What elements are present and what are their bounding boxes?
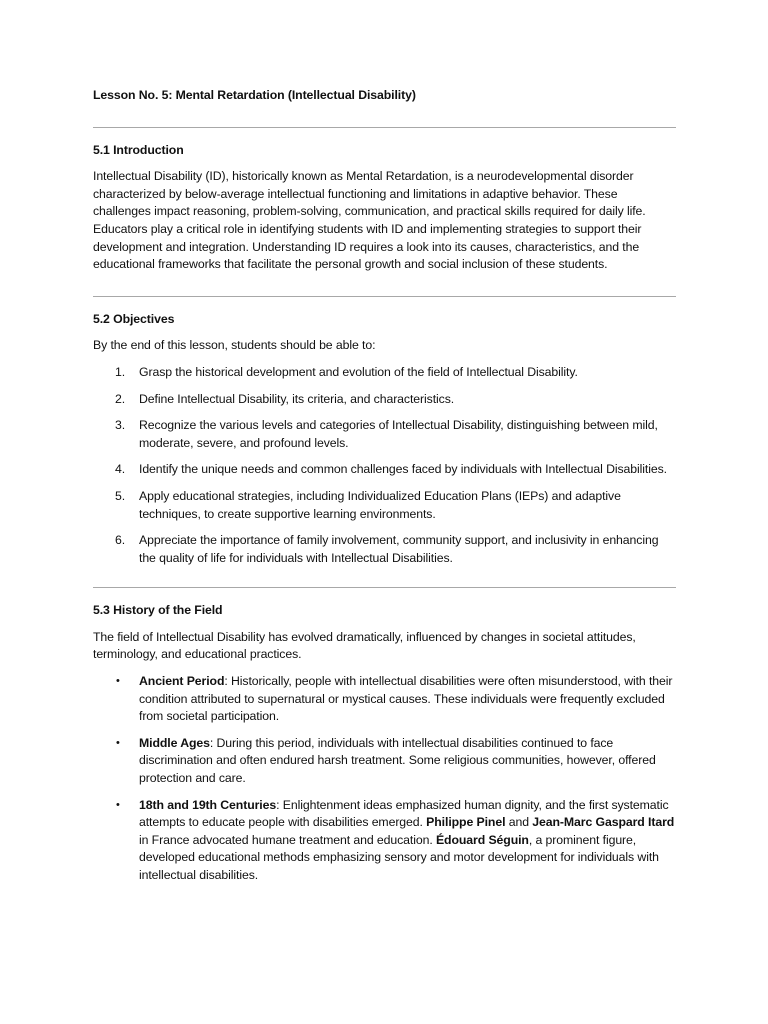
introduction-section bbox=[93, 142, 676, 274]
history-intro: The field of Intellectual Disability has evolved dramatically, influenced by changes in societal attitudes, terminology, and educational practices. bbox=[93, 629, 636, 662]
person-name: Philippe Pinel bbox=[426, 815, 506, 830]
history-term: Ancient Period bbox=[139, 674, 225, 689]
introduction-paragraph: Intellectual Disability (ID), historically known as Mental Retardation, is a neurodevelopmental disorder characterized by below-average intellectual functioning and limitations in adaptive behavior. These challenges impact reasoning, problem-solving, communication, and practical skills required for daily life. Educators play a critical role in identifying students with ID and implementing strategies to support their development and integration. Understanding ID requires a look into its causes, characteristics, and the educational frameworks that facilitate the personal growth and social inclusion of these students. bbox=[93, 169, 646, 272]
history-item bbox=[93, 673, 676, 726]
history-section bbox=[93, 602, 676, 884]
bullet-icon: • bbox=[116, 798, 120, 811]
objective-text: Define Intellectual Disability, its criteria, and characteristics. bbox=[139, 391, 455, 406]
section-divider bbox=[93, 127, 676, 128]
objectives-intro: By the end of this lesson, students should be able to: bbox=[93, 338, 376, 353]
section-divider bbox=[93, 587, 676, 588]
list-number: 1. bbox=[115, 364, 126, 379]
person-name: Édouard Séguin bbox=[435, 832, 529, 847]
history-list bbox=[93, 673, 676, 885]
objectives-list bbox=[93, 364, 676, 567]
history-text: : Enlightenment ideas emphasized human dignity, and the first systematic attempts to educate people with disabilities emerged. bbox=[139, 797, 669, 830]
objective-item bbox=[93, 488, 676, 523]
section-divider bbox=[93, 296, 676, 297]
document-page bbox=[93, 87, 676, 885]
history-text: and bbox=[505, 815, 533, 830]
objective-item bbox=[93, 461, 676, 479]
introduction-heading: 5.1 Introduction bbox=[93, 142, 184, 157]
objective-text: Grasp the historical development and evolution of the field of Intellectual Disability. bbox=[139, 364, 578, 379]
history-text: : Historically, people with intellectual disabilities were often misunderstood, with their condition attributed to supernatural or mystical causes. These individuals were frequently excluded from societal participation. bbox=[139, 674, 673, 724]
objective-text: Apply educational strategies, including Individualized Education Plans (IEPs) and adaptive techniques, to create supportive learning environments. bbox=[139, 488, 621, 521]
list-number: 6. bbox=[115, 533, 126, 548]
objectives-heading: 5.2 Objectives bbox=[93, 311, 175, 326]
history-item bbox=[93, 797, 676, 885]
objective-item bbox=[93, 417, 676, 452]
objective-text: Appreciate the importance of family involvement, community support, and inclusivity in enhancing the quality of life for individuals with Intellectual Disabilities. bbox=[139, 533, 659, 565]
objective-item bbox=[93, 532, 676, 567]
list-number: 3. bbox=[115, 418, 126, 433]
list-number: 2. bbox=[115, 391, 126, 406]
objective-item bbox=[93, 391, 676, 409]
history-heading: 5.3 History of the Field bbox=[93, 603, 223, 618]
objective-item bbox=[93, 364, 676, 382]
bullet-icon: • bbox=[116, 675, 120, 688]
list-number: 4. bbox=[115, 462, 126, 477]
history-item bbox=[93, 735, 676, 788]
objectives-section bbox=[93, 311, 676, 568]
bullet-icon: • bbox=[116, 736, 120, 749]
person-name: Jean-Marc Gaspard Itard bbox=[532, 815, 675, 830]
objective-text: Recognize the various levels and categories of Intellectual Disability, distinguishing between mild, moderate, severe, and profound levels. bbox=[139, 418, 658, 450]
list-number: 5. bbox=[115, 488, 126, 503]
history-text: in France advocated humane treatment and education. bbox=[139, 832, 436, 847]
history-text: : During this period, individuals with intellectual disabilities continued to face discrimination and often endured harsh treatment. Some religious communities, however, offered protection and care. bbox=[139, 735, 656, 786]
objective-text: Identify the unique needs and common challenges faced by individuals with Intellectual Disabilities. bbox=[139, 462, 667, 477]
history-term: 18th and 19th Centuries bbox=[139, 797, 277, 812]
lesson-title: Lesson No. 5: Mental Retardation (Intellectual Disability) bbox=[93, 88, 416, 102]
history-text: , a prominent figure, developed educational methods emphasizing sensory and motor development for individuals with intellectual disabilities. bbox=[139, 832, 659, 882]
history-term: Middle Ages bbox=[139, 735, 210, 750]
